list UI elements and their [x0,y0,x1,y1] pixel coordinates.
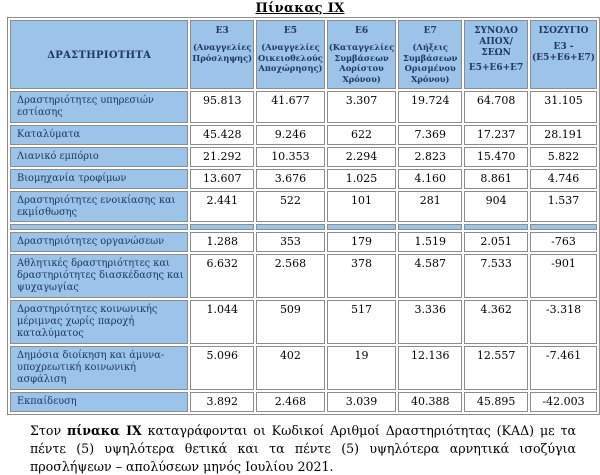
value-cell: 4.362 [464,300,528,344]
value-cell: 4.160 [398,169,462,189]
column-code: ΣΥΝΟΛΟ ΑΠΟΧ/ΣΕΩΝ [474,26,518,58]
table-body [10,91,597,412]
header-row [10,20,597,89]
value-cell: 2.441 [190,191,254,223]
value-cell: 21.292 [190,147,254,167]
row-label: Αθλητικές δραστηριότητες και δραστηριότητες διασκέδασης και ψυχαγωγίας [10,254,188,298]
row-label: Λιανικό εμπόριο [10,147,188,167]
table-row [10,169,597,189]
table-row [10,254,597,298]
column-code: ΙΣΟΖΥΓΙΟ [538,26,589,36]
value-cell: 9.246 [256,125,325,145]
row-label: Δημόσια διοίκηση και άμυνα- υποχρεωτική κοινωνική ασφάλιση [10,346,188,390]
value-cell: 101 [327,191,396,223]
column-code: Ε5 [283,26,297,36]
value-cell: 13.607 [190,169,254,189]
value-cell: 1.519 [398,232,462,252]
column-code: Ε6 [354,26,369,36]
value-cell: 1.537 [530,191,597,223]
value-cell: 12.136 [398,346,462,390]
table-row [10,232,597,252]
value-cell: -763 [530,232,597,252]
value-cell: -3.318 [530,300,597,344]
value-cell: 1.288 [190,232,254,252]
column-desc: (Αναγγελίες Πρόσληψης) [192,41,253,63]
value-cell: 41.677 [256,91,325,123]
row-label: Καταλύματα [10,125,188,145]
value-cell: 517 [327,300,396,344]
value-cell: 95.813 [190,91,254,123]
caption-text-rest: καταγράφονται οι Κωδικοί Αριθμοί Δραστηριότητας (ΚΑΔ) με τα πέντε (5) υψηλότερα θετικά και τα πέντε (5) υψηλότερα αρνητικά ισοζύγια προσλήψεων – απολύσεων μηνός Ιουλίου 2021. [30,422,576,474]
value-cell: 3.336 [398,300,462,344]
value-cell: 179 [327,232,396,252]
row-label: Δραστηριότητες κοινωνικής μέριμνας χωρίς παροχή καταλύματος [10,300,188,344]
value-cell: 4.587 [398,254,462,298]
column-header-e6 [327,20,396,89]
column-header-e5 [256,20,325,89]
separator-cell [10,224,188,230]
value-cell: 28.191 [530,125,597,145]
value-cell: 19 [327,346,396,390]
value-cell: 17.237 [464,125,528,145]
value-cell: 8.861 [464,169,528,189]
value-cell: 1.044 [190,300,254,344]
value-cell: 402 [256,346,325,390]
column-desc: (Αναγγελίες Οικειοθελούς Αποχώρησης) [258,41,323,74]
value-cell: 2.568 [256,254,325,298]
column-header-activity: ΔΡΑΣΤΗΡΙΟΤΗΤΑ [10,20,188,89]
value-cell: -42.003 [530,392,597,412]
value-cell: 281 [398,191,462,223]
value-cell: 31.105 [530,91,597,123]
value-cell: -7.461 [530,346,597,390]
table-row [10,91,597,123]
separator-cell [398,224,462,230]
activity-table [7,17,600,415]
value-cell: 19.724 [398,91,462,123]
value-cell: 3.307 [327,91,396,123]
value-cell: 15.470 [464,147,528,167]
value-cell: 353 [256,232,325,252]
row-label: Δραστηριότητες ενοικίασης και εκμίσθωσης [10,191,188,223]
value-cell: 378 [327,254,396,298]
value-cell: 45.428 [190,125,254,145]
value-cell: 509 [256,300,325,344]
value-cell: 2.051 [464,232,528,252]
row-label: Βιομηχανία τροφίμων [10,169,188,189]
table-row [10,346,597,390]
column-desc: (Καταγγελίες Συμβάσεων Αορίστου Χρόνου) [328,41,395,85]
separator-row [10,224,597,230]
value-cell: 12.557 [464,346,528,390]
caption-bold-table-ref: πίνακα ΙΧ [66,422,142,438]
row-label: Δραστηριότητες υπηρεσιών εστίασης [10,91,188,123]
table-row [10,125,597,145]
table-row [10,191,597,223]
separator-cell [530,224,597,230]
value-cell: 10.353 [256,147,325,167]
value-cell: 3.892 [190,392,254,412]
column-desc: Ε3 - (Ε5+Ε6+Ε7) [532,41,595,64]
value-cell: 6.632 [190,254,254,298]
column-header-e7 [398,20,462,89]
value-cell: -901 [530,254,597,298]
value-cell: 3.676 [256,169,325,189]
column-code: Ε3 [215,26,229,36]
value-cell: 64.708 [464,91,528,123]
value-cell: 40.388 [398,392,462,412]
separator-cell [464,224,528,230]
value-cell: 4.746 [530,169,597,189]
value-cell: 1.025 [327,169,396,189]
value-cell: 7.533 [464,254,528,298]
value-cell: 45.895 [464,392,528,412]
value-cell: 904 [464,191,528,223]
row-label: Δραστηριότητες οργανώσεων [10,232,188,252]
caption [30,422,576,475]
value-cell: 3.039 [327,392,396,412]
column-header-balance [530,20,597,89]
value-cell: 5.822 [530,147,597,167]
separator-cell [327,224,396,230]
value-cell: 522 [256,191,325,223]
column-header-total-departures [464,20,528,89]
caption-text-start: Στον [30,422,67,438]
table-row [10,392,597,412]
value-cell: 7.369 [398,125,462,145]
value-cell: 5.096 [190,346,254,390]
separator-cell [256,224,325,230]
value-cell: 2.823 [398,147,462,167]
value-cell: 2.468 [256,392,325,412]
column-header-e3 [190,20,254,89]
row-label: Εκπαίδευση [10,392,188,412]
value-cell: 2.294 [327,147,396,167]
separator-cell [190,224,254,230]
page-title: Πίνακας ΙΧ [255,1,345,16]
column-desc: Ε5+Ε6+Ε7 [468,63,524,74]
column-desc: (Λήξεις Συμβάσεων Ορισμένου Χρόνου) [402,41,458,85]
value-cell: 622 [327,125,396,145]
table-row [10,300,597,344]
column-code: Ε7 [423,26,437,36]
table-row [10,147,597,167]
